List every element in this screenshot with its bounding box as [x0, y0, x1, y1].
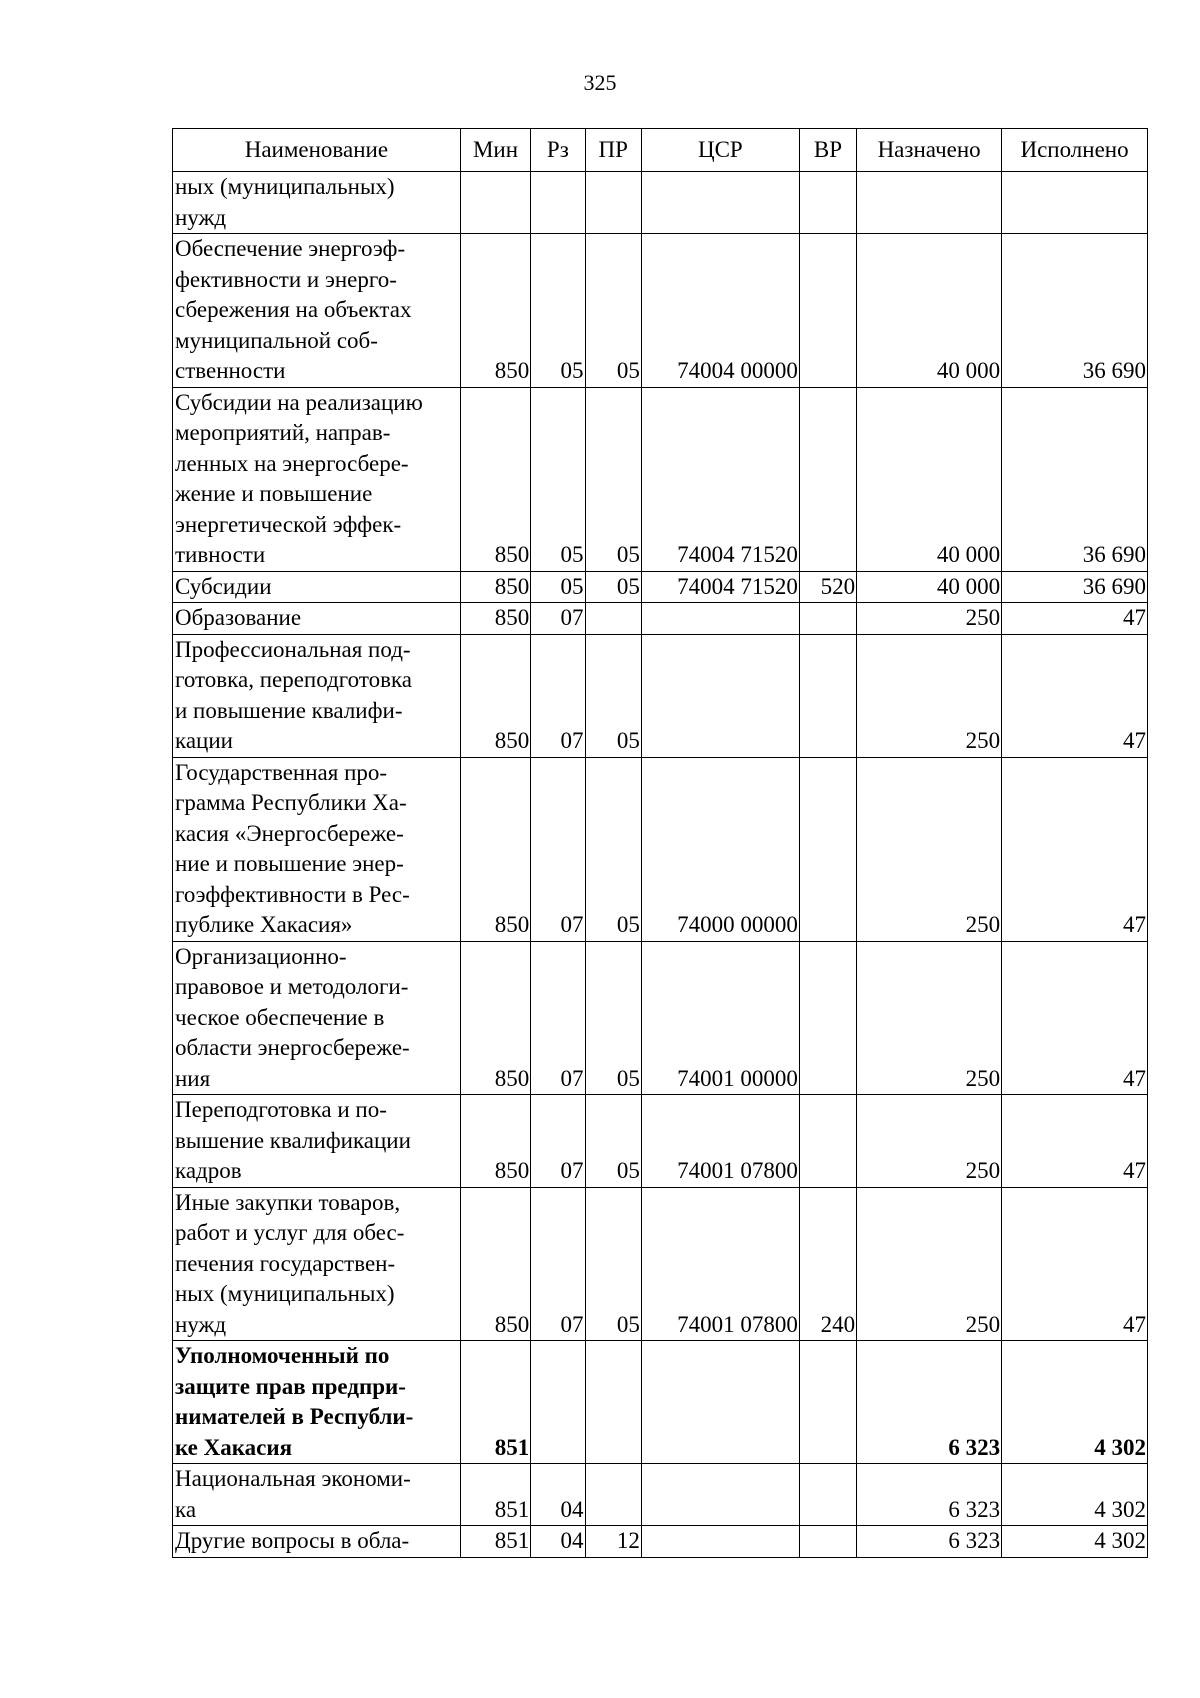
header-pr: ПР — [585, 129, 641, 172]
cell-name: Другие вопросы в обла- — [173, 1526, 461, 1558]
table-row — [173, 387, 1148, 571]
cell-executed: 4 302 — [1002, 1464, 1148, 1526]
cell-name: Обеспечение энергоэф- фективности и энерго- сбережения на объектах муниципальной соб- ственности — [173, 234, 461, 388]
cell-vr — [799, 1526, 856, 1558]
table-header-row — [173, 129, 1148, 172]
cell-vr: 240 — [799, 1187, 856, 1341]
header-min: Мин — [460, 129, 530, 172]
cell-assigned — [857, 172, 1002, 234]
cell-csr — [641, 1341, 799, 1464]
cell-pr: 05 — [585, 387, 641, 571]
cell-assigned: 250 — [857, 941, 1002, 1095]
cell-assigned: 40 000 — [857, 234, 1002, 388]
cell-vr — [799, 757, 856, 941]
cell-name: Образование — [173, 603, 461, 635]
cell-vr — [799, 1464, 856, 1526]
cell-min: 850 — [460, 941, 530, 1095]
cell-executed: 36 690 — [1002, 234, 1148, 388]
cell-min: 850 — [460, 1095, 530, 1188]
table-body — [173, 172, 1148, 1558]
cell-min: 850 — [460, 603, 530, 635]
page-number: 325 — [583, 70, 617, 95]
header-name: Наименование — [173, 129, 461, 172]
cell-executed: 47 — [1002, 1095, 1148, 1188]
cell-csr: 74004 00000 — [641, 234, 799, 388]
cell-assigned: 250 — [857, 603, 1002, 635]
cell-rz: 04 — [531, 1526, 585, 1558]
cell-rz: 07 — [531, 941, 585, 1095]
cell-csr — [641, 172, 799, 234]
cell-rz — [531, 1341, 585, 1464]
cell-pr: 05 — [585, 1095, 641, 1188]
cell-min: 851 — [460, 1341, 530, 1464]
cell-executed: 47 — [1002, 634, 1148, 757]
cell-min: 850 — [460, 757, 530, 941]
cell-min: 850 — [460, 571, 530, 603]
table-row — [173, 1187, 1148, 1341]
cell-assigned: 40 000 — [857, 387, 1002, 571]
cell-csr — [641, 634, 799, 757]
cell-executed: 47 — [1002, 757, 1148, 941]
cell-min: 850 — [460, 1187, 530, 1341]
cell-rz — [531, 172, 585, 234]
cell-csr: 74004 71520 — [641, 387, 799, 571]
cell-assigned: 40 000 — [857, 571, 1002, 603]
cell-vr — [799, 234, 856, 388]
cell-pr: 12 — [585, 1526, 641, 1558]
cell-assigned: 6 323 — [857, 1526, 1002, 1558]
cell-name: Организационно- правовое и методологи- ческое обеспечение в области энергосбереже- ния — [173, 941, 461, 1095]
table-row — [173, 1095, 1148, 1188]
cell-name: Государственная про- грамма Республики Ха- касия «Энергосбереже- ние и повышение энер- гоэффективности в Рес- публике Хакасия» — [173, 757, 461, 941]
table-row — [173, 1526, 1148, 1558]
cell-csr — [641, 603, 799, 635]
cell-pr: 05 — [585, 941, 641, 1095]
cell-csr: 74001 07800 — [641, 1187, 799, 1341]
cell-rz: 05 — [531, 571, 585, 603]
cell-rz: 07 — [531, 1187, 585, 1341]
cell-pr: 05 — [585, 234, 641, 388]
cell-executed: 47 — [1002, 1187, 1148, 1341]
cell-executed — [1002, 172, 1148, 234]
cell-name: Субсидии — [173, 571, 461, 603]
cell-name: Переподготовка и по- вышение квалификации кадров — [173, 1095, 461, 1188]
cell-min: 850 — [460, 634, 530, 757]
header-csr: ЦСР — [641, 129, 799, 172]
cell-assigned: 250 — [857, 1187, 1002, 1341]
header-vr: ВР — [799, 129, 856, 172]
cell-rz: 07 — [531, 757, 585, 941]
cell-name: ных (муниципальных) нужд — [173, 172, 461, 234]
cell-rz: 05 — [531, 387, 585, 571]
header-assigned: Назначено — [857, 129, 1002, 172]
cell-csr — [641, 1464, 799, 1526]
cell-vr — [799, 941, 856, 1095]
table-row — [173, 172, 1148, 234]
cell-csr: 74001 07800 — [641, 1095, 799, 1188]
cell-min: 851 — [460, 1464, 530, 1526]
cell-rz: 05 — [531, 234, 585, 388]
cell-name: Субсидии на реализацию мероприятий, направ- ленных на энергосбере- жение и повышение энергетической эффек- тивности — [173, 387, 461, 571]
cell-csr: 74004 71520 — [641, 571, 799, 603]
cell-min: 851 — [460, 1526, 530, 1558]
cell-pr — [585, 172, 641, 234]
cell-csr: 74000 00000 — [641, 757, 799, 941]
table-row — [173, 757, 1148, 941]
table-row — [173, 1464, 1148, 1526]
table-row — [173, 603, 1148, 635]
cell-rz: 07 — [531, 1095, 585, 1188]
cell-vr — [799, 172, 856, 234]
table-row — [173, 234, 1148, 388]
cell-min: 850 — [460, 234, 530, 388]
cell-pr — [585, 603, 641, 635]
cell-assigned: 250 — [857, 757, 1002, 941]
cell-executed: 4 302 — [1002, 1526, 1148, 1558]
cell-pr: 05 — [585, 757, 641, 941]
cell-assigned: 6 323 — [857, 1464, 1002, 1526]
cell-executed: 36 690 — [1002, 571, 1148, 603]
cell-min — [460, 172, 530, 234]
cell-rz: 07 — [531, 634, 585, 757]
cell-rz: 07 — [531, 603, 585, 635]
cell-name: Национальная экономи- ка — [173, 1464, 461, 1526]
cell-min: 850 — [460, 387, 530, 571]
cell-name: Уполномоченный по защите прав предпри- нимателей в Республи- ке Хакасия — [173, 1341, 461, 1464]
cell-vr — [799, 1341, 856, 1464]
cell-vr — [799, 634, 856, 757]
cell-name: Иные закупки товаров, работ и услуг для обес- печения государствен- ных (муниципальных) нужд — [173, 1187, 461, 1341]
cell-vr — [799, 1095, 856, 1188]
cell-executed: 47 — [1002, 603, 1148, 635]
header-executed: Исполнено — [1002, 129, 1148, 172]
cell-pr: 05 — [585, 571, 641, 603]
cell-csr: 74001 00000 — [641, 941, 799, 1095]
cell-assigned: 250 — [857, 634, 1002, 757]
cell-pr: 05 — [585, 1187, 641, 1341]
cell-vr — [799, 387, 856, 571]
cell-assigned: 6 323 — [857, 1341, 1002, 1464]
table-row — [173, 941, 1148, 1095]
cell-assigned: 250 — [857, 1095, 1002, 1188]
cell-pr — [585, 1464, 641, 1526]
budget-table — [172, 128, 1148, 1558]
cell-pr: 05 — [585, 634, 641, 757]
cell-pr — [585, 1341, 641, 1464]
cell-vr: 520 — [799, 571, 856, 603]
cell-executed: 36 690 — [1002, 387, 1148, 571]
cell-name: Профессиональная под- готовка, переподготовка и повышение квалифи- кации — [173, 634, 461, 757]
table-row — [173, 634, 1148, 757]
cell-executed: 47 — [1002, 941, 1148, 1095]
cell-executed: 4 302 — [1002, 1341, 1148, 1464]
cell-csr — [641, 1526, 799, 1558]
header-rz: Рз — [531, 129, 585, 172]
cell-rz: 04 — [531, 1464, 585, 1526]
table-row — [173, 571, 1148, 603]
cell-vr — [799, 603, 856, 635]
table-row — [173, 1341, 1148, 1464]
